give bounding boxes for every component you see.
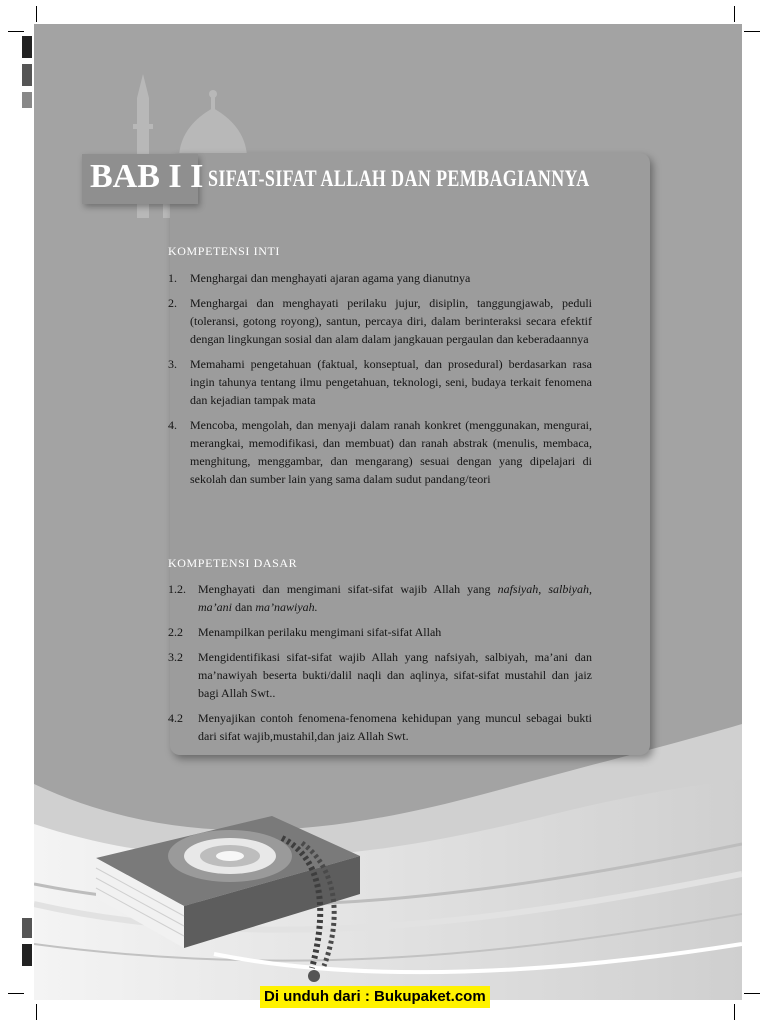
item-text: Menampilkan perilaku mengimani sifat-sifat Allah — [198, 625, 442, 639]
list-item — [168, 709, 592, 745]
item-number: 2. — [168, 296, 177, 310]
list-item — [168, 416, 592, 488]
quran-book-illustration — [92, 798, 372, 988]
item-text: Menghargai dan menghayati ajaran agama yang dianutnya — [190, 271, 471, 285]
crop-mark — [36, 6, 37, 22]
item-text: Memahami pengetahuan (faktual, konseptual, dan prosedural) berdasarkan rasa ingin tahunya tentang ilmu pengetahuan, teknologi, seni, budaya terkait fenomena dan kejadian tampak mata — [190, 357, 592, 407]
chapter-title: SIFAT-SIFAT ALLAH DAN PEMBAGIANNYA — [208, 166, 590, 191]
item-text: Mengidentifikasi sifat-sifat wajib Allah yang nafsiyah, salbiyah, ma’ani dan ma’nawiyah beserta bukti/dalil naqli dan aqlinya, sifat-sifat mustahil dan jaiz bagi Allah Swt.. — [198, 650, 592, 700]
kompetensi-dasar-heading: KOMPETENSI DASAR — [168, 556, 298, 570]
crop-mark — [36, 1004, 37, 1020]
item-number: 4.2 — [168, 711, 183, 725]
list-item — [168, 355, 592, 409]
kompetensi-inti-heading: KOMPETENSI INTI — [168, 244, 280, 258]
crop-mark — [734, 1004, 735, 1020]
registration-bar — [22, 918, 32, 938]
item-text: Mencoba, mengolah, dan menyaji dalam ranah konkret (menggunakan, mengurai, merangkai, memodifikasi, dan membuat) dan ranah abstrak (menulis, membaca, menghitung, menggambar, dan mengarang) sesuai dengan yang dipelajari di sekolah dan sumber lain yang sama dalam sudut pandang/teori — [190, 418, 592, 486]
item-text: Menyajikan contoh fenomena-fenomena kehidupan yang muncul sebagai bukti dari sifat wajib,mustahil,dan jaiz Allah Swt. — [198, 711, 592, 743]
item-number: 1. — [168, 271, 177, 285]
crop-mark — [744, 993, 760, 994]
item-text-italic: nafsiyah, salbiyah, ma’ani — [198, 582, 592, 614]
item-text: Menghargai dan menghayati perilaku jujur, disiplin, tanggungjawab, peduli (toleransi, gotong royong), santun, percaya diri, dalam berinteraksi secara efektif dengan lingkungan sosial dan alam dalam jangkauan pergaulan dan keberadaannya — [190, 296, 592, 346]
chapter-label: BAB I I — [90, 158, 204, 195]
item-text-italic: ma’nawiyah. — [255, 600, 318, 614]
list-item — [168, 648, 592, 702]
download-source-link[interactable]: Di unduh dari : Bukupaket.com — [260, 986, 490, 1008]
list-item — [168, 269, 592, 287]
item-text-part: Menghayati dan mengimani sifat-sifat wajib Allah yang — [198, 582, 498, 596]
item-text-part: dan — [232, 600, 256, 614]
crop-mark — [8, 31, 24, 32]
crop-mark — [8, 993, 24, 994]
registration-bar — [22, 944, 32, 966]
item-number: 4. — [168, 418, 177, 432]
list-item — [168, 623, 592, 641]
item-number: 2.2 — [168, 625, 183, 639]
item-number: 1.2. — [168, 582, 186, 596]
kompetensi-dasar-list — [168, 580, 592, 752]
item-text — [198, 580, 592, 616]
crop-mark — [734, 6, 735, 22]
list-item — [168, 294, 592, 348]
registration-bar — [22, 64, 32, 86]
item-number: 3. — [168, 357, 177, 371]
item-number: 3.2 — [168, 650, 183, 664]
list-item — [168, 580, 592, 616]
registration-bar — [22, 92, 32, 108]
kompetensi-inti-list — [168, 269, 592, 495]
crop-mark — [744, 31, 760, 32]
registration-bar — [22, 36, 32, 58]
